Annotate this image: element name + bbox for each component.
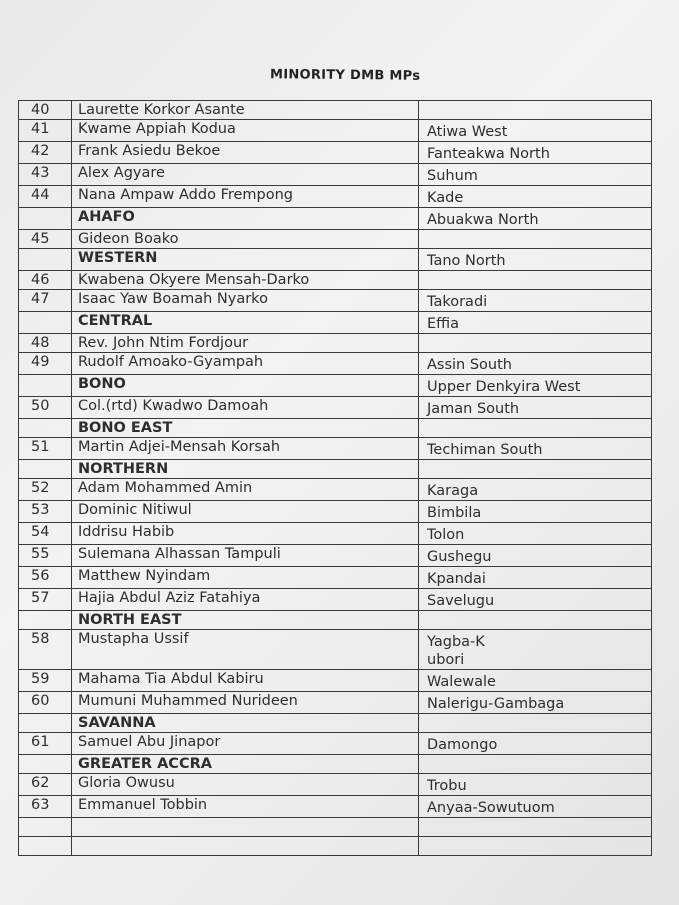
constituency-text: Atiwa West (427, 124, 508, 140)
mp-number (19, 208, 72, 230)
table-row (19, 733, 652, 755)
table-row (19, 397, 652, 419)
mp-number: 50 (19, 397, 72, 419)
constituency (419, 545, 652, 567)
constituency-text (427, 837, 651, 840)
constituency (419, 796, 652, 818)
mp-number (19, 818, 72, 837)
constituency (419, 271, 652, 290)
constituency-text: Upper Denkyira West (427, 379, 581, 395)
constituency-text: Tolon (427, 527, 465, 543)
constituency-text: Kpandai (427, 571, 486, 587)
mp-name: Dominic Nitiwul (72, 501, 419, 523)
mp-name: Mustapha Ussif (72, 630, 419, 670)
region-header-row (19, 755, 652, 774)
constituency-text: Savelugu (427, 593, 495, 609)
constituency (419, 692, 652, 714)
table-row (19, 353, 652, 375)
table-row (19, 334, 652, 353)
constituency (419, 419, 652, 438)
mp-number (19, 714, 72, 733)
mp-name: Gloria Owusu (72, 774, 419, 796)
table-row (19, 545, 652, 567)
mp-name: Frank Asiedu Bekoe (72, 142, 419, 164)
constituency (419, 120, 652, 142)
mp-number: 57 (19, 589, 72, 611)
table-row (19, 120, 652, 142)
constituency-text (427, 230, 651, 233)
table-row (19, 796, 652, 818)
constituency-text (427, 101, 651, 104)
constituency (419, 670, 652, 692)
mp-number (19, 249, 72, 271)
mp-name: Alex Agyare (72, 164, 419, 186)
constituency-text (427, 818, 651, 821)
mp-number: 46 (19, 271, 72, 290)
mp-name: Emmanuel Tobbin (72, 796, 419, 818)
mp-number: 44 (19, 186, 72, 208)
region-name: SAVANNA (72, 714, 419, 733)
constituency (419, 733, 652, 755)
constituency (419, 249, 652, 271)
mp-name: Rev. John Ntim Fordjour (72, 334, 419, 353)
region-name: NORTHERN (72, 460, 419, 479)
constituency (419, 479, 652, 501)
constituency-text (427, 419, 651, 422)
region-name: WESTERN (72, 249, 419, 271)
mp-number (19, 837, 72, 856)
region-name: CENTRAL (72, 312, 419, 334)
mp-name: Matthew Nyindam (72, 567, 419, 589)
constituency (419, 164, 652, 186)
constituency-text: Gushegu (427, 549, 492, 565)
mp-number: 58 (19, 630, 72, 670)
mp-number (19, 611, 72, 630)
constituency-text: Effia (427, 316, 460, 332)
mp-name (72, 818, 419, 837)
region-header-row (19, 208, 652, 230)
mp-table (18, 100, 652, 856)
constituency-text: Karaga (427, 483, 479, 499)
constituency-text (427, 460, 651, 463)
mp-number: 60 (19, 692, 72, 714)
region-header-row (19, 375, 652, 397)
constituency (419, 290, 652, 312)
region-header-row (19, 611, 652, 630)
mp-number: 51 (19, 438, 72, 460)
constituency (419, 208, 652, 230)
mp-name: Samuel Abu Jinapor (72, 733, 419, 755)
constituency-text: Anyaa-Sowutuom (427, 800, 555, 816)
mp-number: 54 (19, 523, 72, 545)
mp-table-container (18, 100, 652, 856)
mp-number (19, 755, 72, 774)
table-row (19, 101, 652, 120)
constituency (419, 142, 652, 164)
mp-number: 55 (19, 545, 72, 567)
table-row (19, 142, 652, 164)
constituency-text: Yagba-K ubori (427, 634, 485, 668)
mp-number: 42 (19, 142, 72, 164)
table-row (19, 630, 652, 670)
mp-name: Laurette Korkor Asante (72, 101, 419, 120)
constituency-text: Walewale (427, 674, 496, 690)
mp-name: Hajia Abdul Aziz Fatahiya (72, 589, 419, 611)
mp-number: 61 (19, 733, 72, 755)
mp-name: Kwame Appiah Kodua (72, 120, 419, 142)
constituency-text: Suhum (427, 168, 478, 184)
mp-number: 41 (19, 120, 72, 142)
mp-number (19, 312, 72, 334)
mp-number: 48 (19, 334, 72, 353)
region-name: NORTH EAST (72, 611, 419, 630)
table-row (19, 479, 652, 501)
region-header-row (19, 714, 652, 733)
constituency (419, 397, 652, 419)
region-header-row (19, 312, 652, 334)
constituency (419, 611, 652, 630)
constituency (419, 837, 652, 856)
mp-number: 49 (19, 353, 72, 375)
table-row (19, 837, 652, 856)
table-row (19, 501, 652, 523)
constituency-text (427, 334, 651, 337)
constituency (419, 230, 652, 249)
table-row (19, 567, 652, 589)
mp-name: Kwabena Okyere Mensah-Darko (72, 271, 419, 290)
mp-name: Martin Adjei-Mensah Korsah (72, 438, 419, 460)
constituency (419, 714, 652, 733)
mp-name: Col.(rtd) Kwadwo Damoah (72, 397, 419, 419)
mp-number: 56 (19, 567, 72, 589)
constituency-text: Bimbila (427, 505, 482, 521)
mp-number (19, 460, 72, 479)
constituency-text (427, 714, 651, 717)
constituency-text: Jaman South (427, 401, 520, 417)
region-header-row (19, 249, 652, 271)
mp-number: 62 (19, 774, 72, 796)
mp-name: Mahama Tia Abdul Kabiru (72, 670, 419, 692)
mp-number: 53 (19, 501, 72, 523)
mp-number: 40 (19, 101, 72, 120)
constituency (419, 523, 652, 545)
mp-name: Sulemana Alhassan Tampuli (72, 545, 419, 567)
table-row (19, 589, 652, 611)
constituency (419, 589, 652, 611)
mp-number: 52 (19, 479, 72, 501)
table-row (19, 670, 652, 692)
region-name: BONO EAST (72, 419, 419, 438)
constituency-text: Nalerigu-Gambaga (427, 696, 565, 712)
constituency-text: Fanteakwa North (427, 146, 550, 162)
table-row (19, 438, 652, 460)
table-row (19, 692, 652, 714)
constituency-text: Takoradi (427, 294, 488, 310)
mp-name: Gideon Boako (72, 230, 419, 249)
table-row (19, 774, 652, 796)
mp-number: 43 (19, 164, 72, 186)
region-name: AHAFO (72, 208, 419, 230)
table-row (19, 230, 652, 249)
mp-name (72, 837, 419, 856)
table-row (19, 186, 652, 208)
mp-number: 59 (19, 670, 72, 692)
constituency (419, 755, 652, 774)
constituency (419, 630, 652, 670)
constituency (419, 567, 652, 589)
constituency-text: Damongo (427, 737, 498, 753)
document-title: MINORITY DMB MPs (269, 67, 421, 84)
region-header-row (19, 460, 652, 479)
constituency (419, 375, 652, 397)
constituency (419, 334, 652, 353)
constituency (419, 101, 652, 120)
constituency-text: Tano North (427, 253, 506, 269)
constituency (419, 312, 652, 334)
table-row (19, 271, 652, 290)
constituency (419, 186, 652, 208)
mp-number (19, 375, 72, 397)
table-row (19, 818, 652, 837)
mp-number (19, 419, 72, 438)
mp-number: 45 (19, 230, 72, 249)
constituency (419, 353, 652, 375)
mp-number: 47 (19, 290, 72, 312)
mp-name: Mumuni Muhammed Nurideen (72, 692, 419, 714)
constituency-text: Abuakwa North (427, 212, 539, 228)
constituency-text (427, 755, 651, 758)
mp-name: Nana Ampaw Addo Frempong (72, 186, 419, 208)
region-name: GREATER ACCRA (72, 755, 419, 774)
constituency-text: Trobu (427, 778, 467, 794)
constituency (419, 501, 652, 523)
mp-name: Adam Mohammed Amin (72, 479, 419, 501)
mp-number: 63 (19, 796, 72, 818)
mp-name: Iddrisu Habib (72, 523, 419, 545)
constituency (419, 438, 652, 460)
region-header-row (19, 419, 652, 438)
constituency-text: Kade (427, 190, 464, 206)
constituency-text (427, 611, 651, 614)
constituency (419, 818, 652, 837)
constituency (419, 774, 652, 796)
table-row (19, 290, 652, 312)
mp-name: Rudolf Amoako-Gyampah (72, 353, 419, 375)
constituency-text: Techiman South (427, 442, 543, 458)
region-name: BONO (72, 375, 419, 397)
table-row (19, 523, 652, 545)
constituency (419, 460, 652, 479)
table-row (19, 164, 652, 186)
constituency-text: Assin South (427, 357, 512, 373)
mp-name: Isaac Yaw Boamah Nyarko (72, 290, 419, 312)
constituency-text (427, 271, 651, 274)
